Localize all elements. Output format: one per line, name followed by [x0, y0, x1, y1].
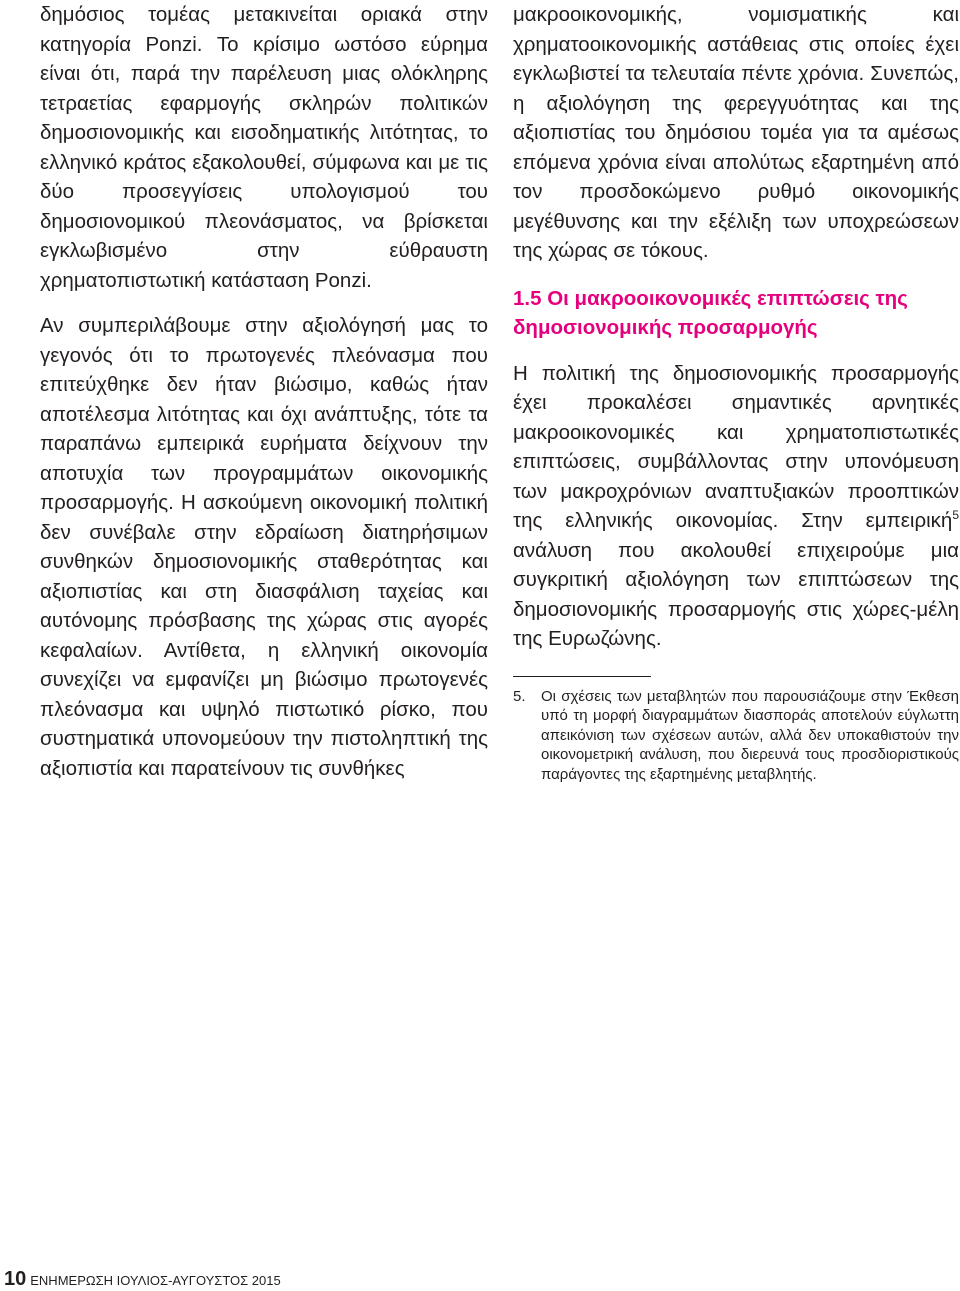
body-paragraph-1: δημόσιος τομέας μετακινείται οριακά στην κατηγορία Ponzi. Το κρίσιμο ωστόσο εύρημα είναι ότι, παρά την παρέλευση μιας ολόκληρης τετραετίας εφαρμογής σκληρών πολιτικών δημοσιονομικής και εισοδηματικής λιτότητας, το ελληνικό κράτος εξακολουθεί, σύμφωνα και με τις δύο προσεγγίσεις υπολογισμού του δημοσιονομικού πλεονάσματος, να βρίσκεται εγκλωβισμένο στην εύθραυστη χρηματοπιστωτική κατάσταση Ponzi. — [40, 3, 488, 292]
right-column — [513, 0, 959, 784]
body-paragraph-4 — [513, 359, 959, 654]
paragraph-text-tail: ανάλυση που ακολουθεί επιχειρούμε μια συγκριτική αξιολόγηση των επιπτώσεων της δημοσιονομικής προσαρμογής στις χώρες-μέλη της Ευρωζώνης. — [513, 538, 959, 650]
footnote-reference: 5 — [952, 508, 959, 522]
footnote-number: 5. — [513, 687, 526, 705]
footnote-divider — [513, 676, 651, 677]
page-number: 10 — [4, 1268, 27, 1290]
left-column — [40, 0, 488, 783]
footnote — [513, 687, 959, 785]
paragraph-text: Η πολιτική της δημοσιονομικής προσαρμογής έχει προκαλέσει σημαντικές αρνητικές μακροοικονομικές και χρηματοπιστωτικές επιπτώσεις, συμβάλλοντας στην υπονόμευση των μακροχρόνιων αναπτυξιακών προοπτικών της ελληνικής οικονομίας. Στην εμπειρική — [513, 361, 959, 532]
footnote-text: Οι σχέσεις των μεταβλητών που παρουσιάζουμε στην Έκθεση υπό τη μορφή διαγραμμάτων διασποράς αποτελούν εύγλωττη απεικόνιση των σχέσεων αυτών, αλλά δεν υποκαθιστούν την οικονομετρική ανάλυση, που διερευνά τους προσδιοριστικούς παράγοντες της εξαρτημένης μεταβλητής. — [541, 687, 959, 783]
section-heading: 1.5 Οι μακροοικονομικές επιπτώσεις της δημοσιονομικής προσαρμογής — [513, 286, 908, 339]
body-paragraph-3: μακροοικονομικής, νομισματικής και χρηματοοικονομικής αστάθειας στις οποίες έχει εγκλωβιστεί τα τελευταία πέντε χρόνια. Συνεπώς, η αξιολόγηση της φερεγγυότητας και της αξιοπιστίας του δημόσιου τομέα για τα αμέσως επόμενα χρόνια είναι απολύτως εξαρτημένη από τον προσδοκώμενο ρυθμό οικονομικής μεγέθυνσης και την εξέλιξη των υποχρεώσεων της χώρας σε τόκους. — [513, 3, 959, 262]
body-paragraph-2: Αν συμπεριλάβουμε στην αξιολόγησή μας το γεγονός ότι το πρωτογενές πλεόνασμα που επιτεύχθηκε δεν ήταν βιώσιμο, καθώς ήταν αποτέλεσμα λιτότητας και όχι ανάπτυξης, τότε τα παραπάνω εμπειρικά ευρήματα δείχνουν την αποτυχία των προγραμμάτων οικονομικής προσαρμογής. Η ασκούμενη οικονομική πολιτική δεν συνέβαλε στην εδραίωση διατηρήσιμων συνθηκών δημοσιονομικής σταθερότητας και αξιοπιστίας και στη διασφάλιση ταχείας και αυτόνομης πρόσβασης της χώρας στις αγορές κεφαλαίων. Αντίθετα, η ελληνική οικονομία συνεχίζει να εμφανίζει μη βιώσιμο πρωτογενές πλεόνασμα και υψηλό πιστωτικό ρίσκο, που συστηματικά υπονομεύουν την πιστοληπτική της αξιοπιστία και παρατείνουν τις συνθήκες — [40, 314, 488, 780]
publication-title: ΕΝΗΜΕΡΩΣΗ ΙΟΥΛΙΟΣ-ΑΥΓΟΥΣΤΟΣ 2015 — [30, 1273, 281, 1288]
page-footer — [4, 1268, 281, 1291]
